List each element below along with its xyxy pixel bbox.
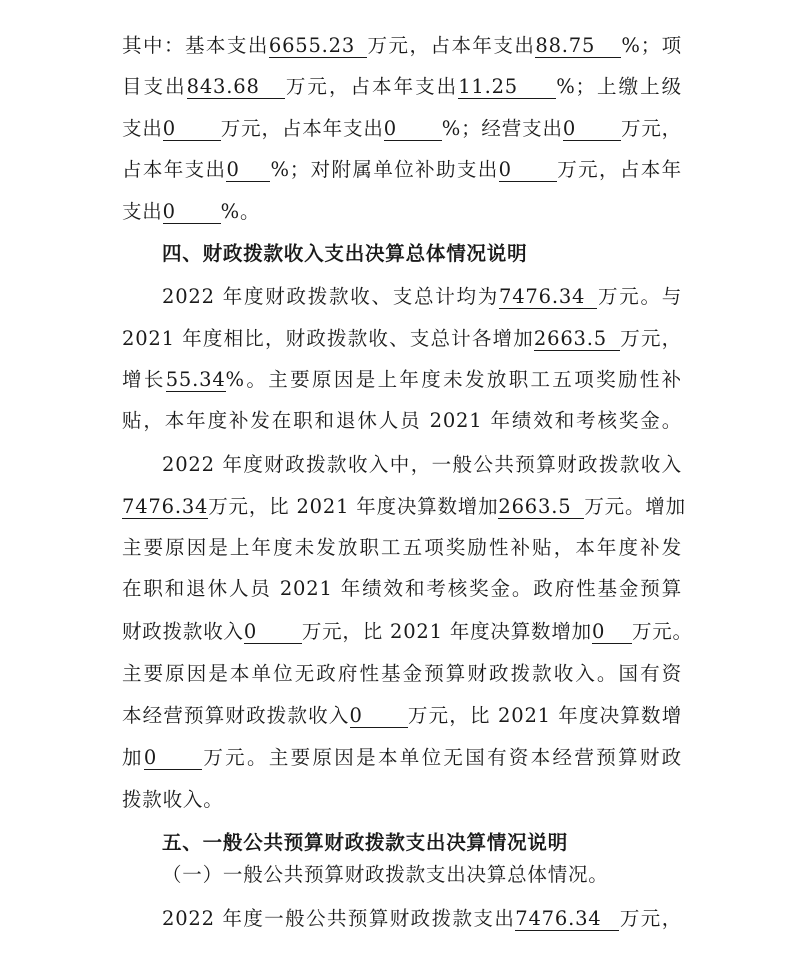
text-line-17 — [122, 702, 682, 730]
filled-blank: 0 — [226, 159, 270, 182]
filled-blank: 88.75 — [535, 35, 621, 58]
text-segment: 2022 年度财政拨款收、支总计均为 — [162, 285, 499, 308]
text-segment: 目支出 — [122, 75, 187, 98]
text-segment: 万元，比 2021 年度决算数增 — [407, 704, 682, 727]
heading-text: 五、一般公共预算财政拨款支出决算情况说明 — [162, 831, 569, 854]
text-line-22 — [162, 905, 682, 933]
text-segment: 主要原因是本单位无政府性基金预算财政拨款收入。国有资 — [122, 662, 682, 685]
text-segment: 2022 年度财政拨款收入中，一般公共预算财政拨款收入 — [162, 453, 682, 476]
filled-blank: 0 — [144, 747, 202, 770]
text-line-8 — [122, 325, 682, 353]
text-line-3 — [122, 115, 682, 143]
text-line-5 — [122, 198, 682, 226]
text-line-2 — [122, 73, 682, 101]
text-segment: %；项 — [621, 34, 682, 57]
filled-blank: 0 — [163, 201, 221, 224]
filled-blank: 7476.34 — [515, 908, 619, 931]
filled-blank: 0 — [163, 118, 221, 141]
filled-blank: 6655.23 — [269, 35, 367, 58]
text-segment: %；经营支出 — [441, 117, 563, 140]
text-segment: %；对附属单位补助支出 — [270, 158, 499, 181]
filled-blank: 0 — [384, 118, 442, 141]
text-line-10 — [122, 407, 682, 435]
text-line-9 — [122, 366, 682, 394]
text-segment: %。主要原因是上年度未发放职工五项奖励性补 — [225, 368, 682, 391]
filled-blank: 55.34 — [165, 368, 226, 391]
text-segment: 万元， — [619, 327, 682, 350]
subsection-heading-1 — [162, 861, 722, 889]
text-line-16 — [122, 660, 682, 688]
heading-text: 四、财政拨款收入支出决算总体情况说明 — [162, 242, 528, 265]
text-segment: 万元。增加 — [584, 495, 686, 518]
text-line-1 — [122, 32, 682, 60]
text-segment: 本经营预算财政拨款收入 — [122, 704, 350, 727]
text-segment: 加 — [122, 746, 144, 769]
text-segment: %；上缴上级 — [556, 75, 682, 98]
filled-blank: 11.25 — [458, 76, 556, 99]
text-line-14 — [122, 575, 682, 603]
text-segment: 万元。与 — [597, 285, 682, 308]
filled-blank: 7476.34 — [122, 495, 209, 518]
text-segment: 拨款收入。 — [122, 788, 224, 811]
text-segment: 万元， — [619, 907, 682, 930]
text-segment: 万元，占本年支出 — [220, 117, 384, 140]
text-line-7 — [162, 283, 682, 311]
filled-blank: 0 — [563, 118, 621, 141]
text-segment: 在职和退休人员 2021 年绩效和考核奖金。政府性基金预算 — [122, 577, 682, 600]
text-line-4 — [122, 156, 682, 184]
text-segment: 主要原因是上年度未发放职工五项奖励性补贴，本年度补发 — [122, 536, 682, 559]
text-line-12 — [122, 493, 686, 521]
text-segment: 财政拨款收入 — [122, 620, 244, 643]
filled-blank: 0 — [592, 621, 632, 644]
filled-blank: 0 — [499, 159, 557, 182]
text-segment: 支出 — [122, 117, 163, 140]
filled-blank: 2663.5 — [498, 496, 584, 519]
filled-blank: 0 — [350, 705, 408, 728]
filled-blank: 7476.34 — [499, 286, 597, 309]
text-segment: 万元，比 2021 年度决算数增加 — [208, 495, 499, 518]
text-segment: 万元，占本年支出 — [366, 34, 536, 57]
text-segment: 万元，占本年支出 — [284, 75, 459, 98]
text-segment: 占本年支出 — [122, 158, 227, 181]
text-line-13 — [122, 534, 682, 562]
section-heading-5 — [162, 829, 722, 857]
text-segment: 支出 — [122, 200, 163, 223]
text-segment: %。 — [220, 200, 261, 223]
text-segment: 增长 — [122, 368, 166, 391]
text-segment: 贴，本年度补发在职和退休人员 2021 年绩效和考核奖金。 — [122, 409, 682, 432]
filled-blank: 0 — [244, 621, 302, 644]
text-segment: 其中：基本支出 — [122, 34, 269, 57]
filled-blank: 843.68 — [187, 76, 285, 99]
text-segment: 万元，比 2021 年度决算数增加 — [301, 620, 592, 643]
heading-text: （一）一般公共预算财政拨款支出决算总体情况。 — [162, 863, 609, 886]
text-line-18 — [122, 744, 682, 772]
text-segment: 万元，占本年 — [556, 158, 682, 181]
text-segment: 万元。 — [631, 620, 693, 643]
text-line-15 — [122, 618, 693, 646]
text-segment: 2022 年度一般公共预算财政拨款支出 — [162, 907, 516, 930]
text-segment: 万元， — [620, 117, 682, 140]
text-segment: 万元。主要原因是本单位无国有资本经营预算财政 — [201, 746, 682, 769]
text-segment: 2021 年度相比，财政拨款收、支总计各增加 — [122, 327, 534, 350]
text-line-19 — [122, 786, 682, 814]
text-line-11 — [162, 451, 682, 479]
filled-blank: 2663.5 — [534, 328, 620, 351]
section-heading-4 — [162, 240, 722, 268]
